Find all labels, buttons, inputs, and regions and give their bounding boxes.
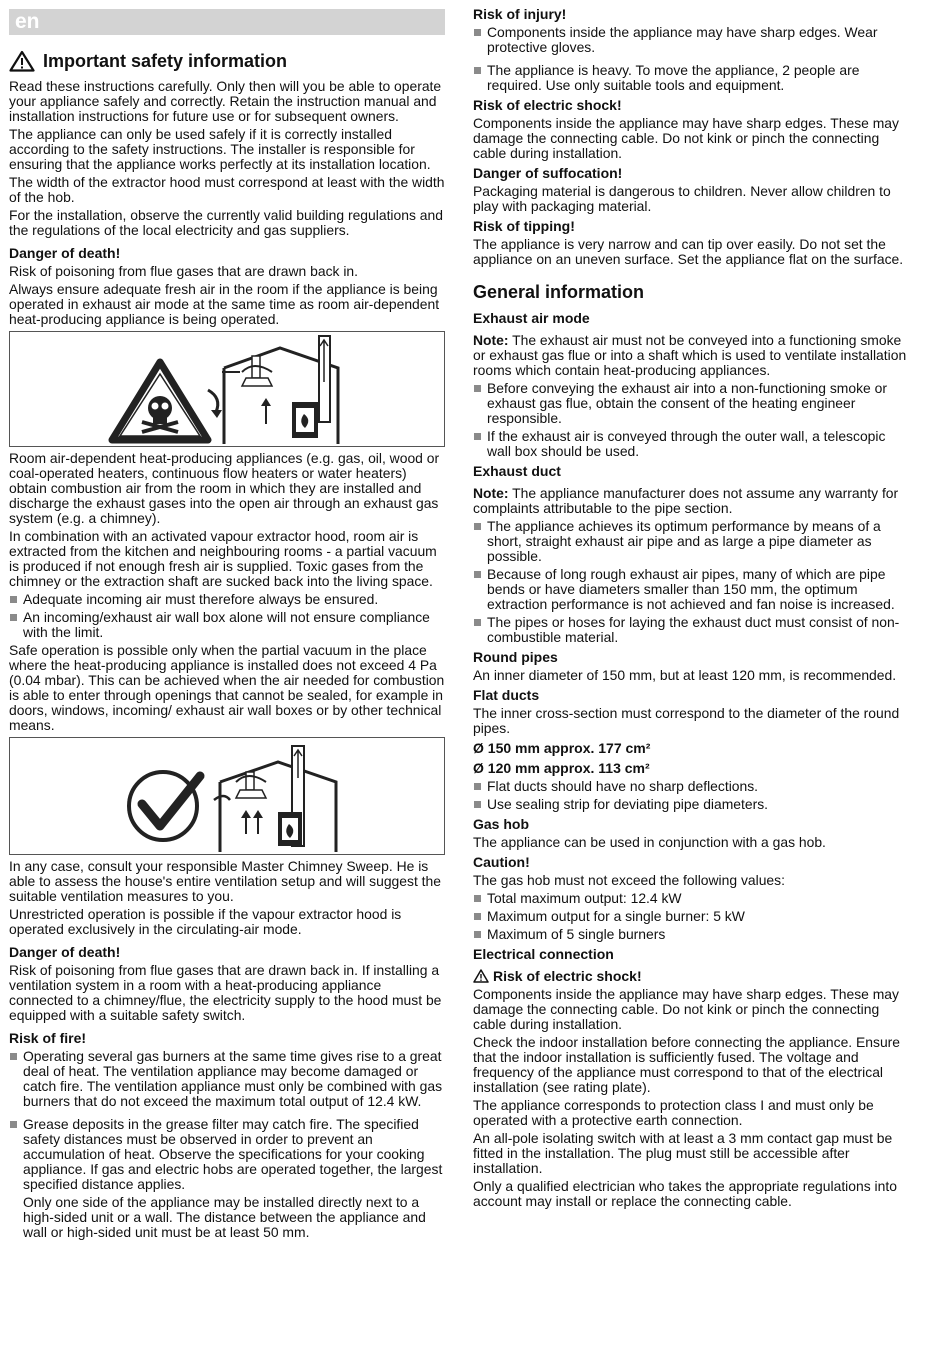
note-text: The exhaust air must not be conveyed into a functioning smoke or exhaust gas flue or into a shaft which is used to ventilate installation rooms which contain heat-producing appliances. [473, 332, 907, 378]
duct-heading: Exhaust duct [473, 463, 561, 479]
suffocation-text: Packaging material is dangerous to children. Never allow children to play with packaging material. [473, 183, 891, 214]
warning-icon [473, 969, 489, 983]
list-item: Operating several gas burners at the same time gives rise to a great deal of heat. The ventilation appliance may become damaged or catch fire. The ventilation appliance must only be combined with gas burners that do not exceed the maximum total output of 12.4 kW. [9, 1049, 445, 1109]
flat-ducts-text: The inner cross-section must correspond to the diameter of the round pipes. [473, 705, 900, 736]
list-item: The appliance achieves its optimum performance by means of a short, straight exhaust air pipe and as large a pipe diameter as possible. [473, 519, 913, 564]
shock-heading-text: Risk of electric shock! [493, 968, 642, 984]
bullet-list [9, 592, 445, 640]
warning-icon [9, 50, 35, 72]
poison-illustration [10, 332, 442, 446]
duct-note [473, 486, 913, 516]
body-paragraph: In combination with an activated vapour extractor hood, room air is extracted from the kitchen and neighbouring rooms - a partial vacuum is produced if not enough fresh air is supplied. Toxic gases from the chimney or the extraction shaft are sucked back into the living space. [9, 528, 437, 589]
intro-paragraph: For the installation, observe the currently valid building regulations and the regulations of the local electricity and gas suppliers. [9, 207, 443, 238]
injury-list [473, 25, 913, 93]
list-item: Maximum output for a single burner: 5 kW [473, 909, 913, 924]
danger-text: Risk of poisoning from flue gases that are drawn back in. If installing a ventilation system in a room with a heat-producing appliance connected to a chimney/flue, the electricity supply to the hood must be equipped with a suitable safety switch. [9, 962, 442, 1023]
spec-150: Ø 150 mm approx. 177 cm² [473, 740, 651, 756]
suffocation-heading: Danger of suffocation! [473, 165, 623, 181]
round-pipes-text: An inner diameter of 150 mm, but at least 120 mm, is recommended. [473, 667, 897, 683]
figure-poison-warning [9, 331, 445, 447]
body-paragraph: In any case, consult your responsible Master Chimney Sweep. He is able to assess the house's entire ventilation setup and will suggest the suitable ventilation measures to you. [9, 858, 441, 904]
list-item: Use sealing strip for deviating pipe diameters. [473, 797, 913, 812]
list-item: Flat ducts should have no sharp deflections. [473, 779, 913, 794]
list-item: Adequate incoming air must therefore always be ensured. [9, 592, 445, 607]
list-item: The pipes or hoses for laying the exhaust duct must consist of non-combustible material. [473, 615, 913, 645]
electrical-shock-heading [473, 968, 913, 984]
electrical-text: Only a qualified electrician who takes the appropriate regulations into account may install or replace the connecting cable. [473, 1178, 897, 1209]
left-column [9, 0, 445, 1243]
gas-hob-text: The appliance can be used in conjunction with a gas hob. [473, 834, 826, 850]
section-title-safety [9, 50, 445, 72]
right-column [473, 4, 913, 1212]
flat-ducts-heading: Flat ducts [473, 687, 540, 703]
duct-list [473, 519, 913, 645]
electrical-text: An all-pole isolating switch with at least a 3 mm contact gap must be fitted in the installation. The plug must still be accessible after installation. [473, 1130, 893, 1176]
intro-paragraph: Read these instructions carefully. Only then will you be able to operate your appliance safely and correctly. Retain the instruction manual and installation instructions for future use or for subsequent owners. [9, 78, 442, 124]
list-item: Maximum of 5 single burners [473, 927, 913, 942]
tipping-heading: Risk of tipping! [473, 218, 575, 234]
list-item: An incoming/exhaust air wall box alone will not ensure compliance with the limit. [9, 610, 445, 640]
list-item: Total maximum output: 12.4 kW [473, 891, 913, 906]
danger-heading: Danger of death! [9, 245, 121, 261]
list-item: The appliance is heavy. To move the appliance, 2 people are required. Use only suitable tools and equipment. [473, 63, 913, 93]
danger-text: Risk of poisoning from flue gases that are drawn back in. [9, 263, 358, 279]
exhaust-list [473, 381, 913, 459]
shock-heading: Risk of electric shock! [473, 97, 622, 113]
list-item: Before conveying the exhaust air into a non-functioning smoke or exhaust gas flue, obtain the consent of the heating engineer responsible. [473, 381, 913, 426]
list-item-continuation: Only one side of the appliance may be installed directly next to a high-sided unit or a wall. The distance between the appliance and wall or high-sided unit must be at least 50 mm. [23, 1194, 426, 1240]
danger-heading: Danger of death! [9, 944, 121, 960]
shock-text: Components inside the appliance may have sharp edges. These may damage the connecting cable. Do not kink or pinch the connecting cable during installation. [473, 115, 899, 161]
list-item [9, 1117, 445, 1240]
fire-list [9, 1049, 445, 1240]
danger-text: Always ensure adequate fresh air in the room if the appliance is being operated in exhaust air mode at the same time as room air-dependent heat-producing appliance is being operated. [9, 281, 440, 327]
intro-paragraph: The width of the extractor hood must correspond at least with the width of the hob. [9, 174, 445, 205]
gas-hob-heading: Gas hob [473, 816, 530, 832]
caution-heading: Caution! [473, 854, 530, 870]
fire-heading: Risk of fire! [9, 1030, 87, 1046]
electrical-heading: Electrical connection [473, 946, 614, 962]
note-text: The appliance manufacturer does not assume any warranty for complaints attributable to the pipe section. [473, 485, 899, 516]
list-item: Because of long rough exhaust air pipes, many of which are pipe bends or have diameters smaller than 150 mm, the optimum extraction performance is not achieved and fan noise is increased. [473, 567, 913, 612]
exhaust-note [473, 333, 913, 378]
safety-title-text: Important safety information [43, 51, 288, 71]
flat-list [473, 779, 913, 812]
language-bar: en [9, 9, 445, 35]
exhaust-mode-heading: Exhaust air mode [473, 310, 590, 326]
intro-paragraph: The appliance can only be used safely if it is correctly installed according to the safety instructions. The installer is responsible for ensuring that the appliance works perfectly at its installation location. [9, 126, 431, 172]
safe-illustration [10, 738, 442, 854]
general-info-title: General information [473, 282, 645, 302]
electrical-text: Check the indoor installation before connecting the appliance. Ensure that the indoor installation is sufficiently fused. The voltage and frequency of the appliance must correspond to that of the electrical installation (see rating plate). [473, 1034, 901, 1095]
spec-120: Ø 120 mm approx. 113 cm² [473, 760, 650, 776]
electrical-text: The appliance corresponds to protection class I and must only be operated with a protective earth connection. [473, 1097, 874, 1128]
figure-safe-operation [9, 737, 445, 855]
caution-list [473, 891, 913, 942]
list-item: If the exhaust air is conveyed through the outer wall, a telescopic wall box should be used. [473, 429, 913, 459]
caution-text: The gas hob must not exceed the following values: [473, 872, 785, 888]
body-paragraph: Safe operation is possible only when the partial vacuum in the place where the heat-producing appliance is installed does not exceed 4 Pa (0.04 mbar). This can be achieved when the air needed for combustion is able to enter through openings that cannot be sealed, for example in doors, windows, incoming/ exhaust air wall boxes or by other technical means. [9, 642, 445, 733]
body-paragraph: Room air-dependent heat-producing appliances (e.g. gas, oil, wood or coal-operated heaters, continuous flow heaters or water heaters) obtain combustion air from the room in which they are installed and discharge the exhaust gases into the open air through an exhaust gas system (e.g. a chimney). [9, 450, 440, 526]
note-label: Note: [473, 485, 509, 501]
electrical-text: Components inside the appliance may have sharp edges. These may damage the connecting cable. Do not kink or pinch the connecting cable during installation. [473, 986, 899, 1032]
body-paragraph: Unrestricted operation is possible if the vapour extractor hood is operated exclusively in the circulating-air mode. [9, 906, 402, 937]
note-label: Note: [473, 332, 509, 348]
tipping-text: The appliance is very narrow and can tip over easily. Do not set the appliance on an uneven surface. Set the appliance flat on the surface. [473, 236, 904, 267]
injury-heading: Risk of injury! [473, 6, 567, 22]
list-item-text: Grease deposits in the grease filter may catch fire. The specified safety distances must be observed in order to prevent an accumulation of heat. Observe the specifications for your cooking appliance. If gas and electric hobs are operated together, the largest specified distance applies. [23, 1116, 443, 1192]
round-pipes-heading: Round pipes [473, 649, 558, 665]
list-item: Components inside the appliance may have sharp edges. Wear protective gloves. [473, 25, 913, 55]
